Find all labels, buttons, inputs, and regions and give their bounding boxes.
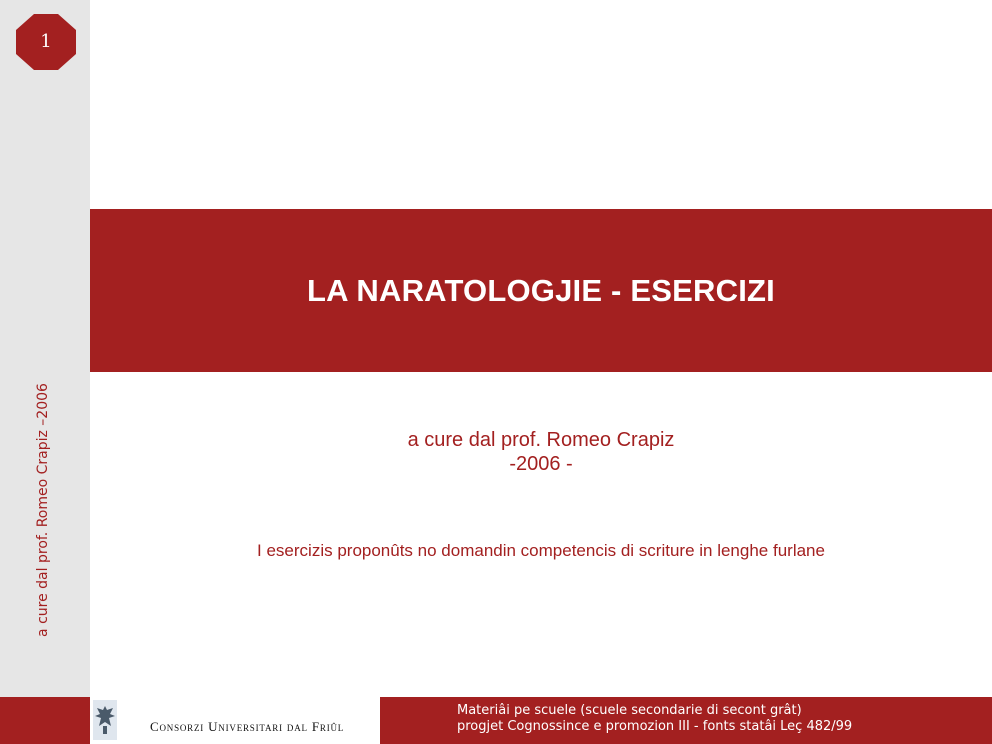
footer-line-2: progjet Cognossince e promozion III - fonts statâi Leç 482/99 <box>457 719 853 734</box>
slide-title: LA NARATOLOGJIE - ESERCIZI <box>307 273 775 308</box>
title-band <box>90 209 992 372</box>
slide-number: 1 <box>40 31 52 52</box>
footer-text <box>457 703 852 735</box>
author-line: a cure dal prof. Romeo Crapiz <box>407 429 675 451</box>
slide-number-badge <box>16 14 76 70</box>
vertical-credit: a cure dal prof. Romeo Crapiz –2006 <box>35 383 51 637</box>
description: I esercizis proponûts no domandin competencis di scriture in lenghe furlane <box>257 541 825 560</box>
year-line: -2006 - <box>509 453 573 475</box>
organization-name: Consorzi Universitari dal Friûl <box>150 719 345 734</box>
footer-left-bar <box>0 697 90 744</box>
eagle-logo-icon <box>93 700 117 740</box>
author-block <box>90 428 992 476</box>
footer-line-1: Materiâi pe scuele (scuele secondarie di secont grât) <box>457 703 802 718</box>
